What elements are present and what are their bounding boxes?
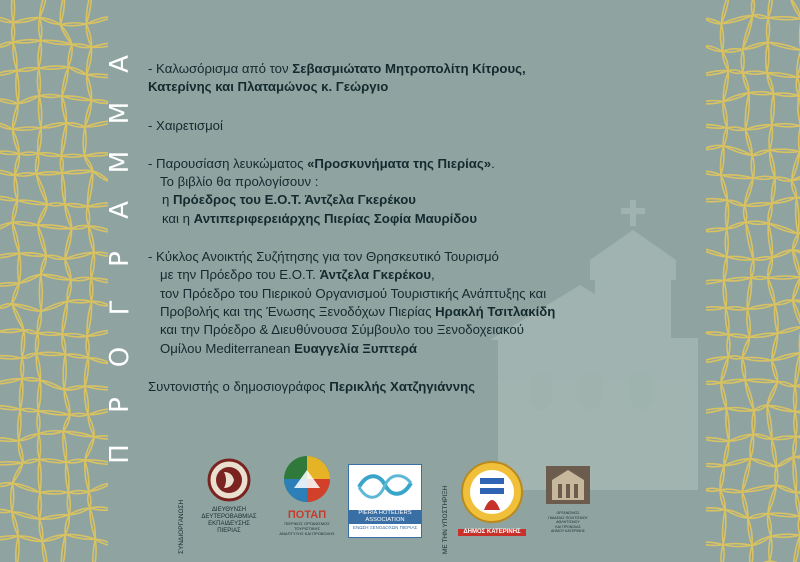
potap-logo xyxy=(274,454,340,536)
cultural-line5: ΔΗΜΟΥ ΚΑΤΕΡΙΝΗΣ xyxy=(551,529,585,533)
discussion-l5: και την Πρόεδρο & Διευθύνουσα Σύμβουλο του Ξενοδοχειακού xyxy=(160,322,524,338)
hoteliers-logo xyxy=(348,464,422,538)
album-l3-prefix: η xyxy=(162,192,173,208)
coordinator-text: Συντονιστής ο δημοσιογράφος xyxy=(148,378,330,394)
title-letter: Μ xyxy=(105,99,135,124)
album-intro-line: Το βιβλίο θα προλογίσουν : xyxy=(160,174,319,190)
municipality-name: ΔΗΜΟΣ ΚΑΤΕΡΙΝΗΣ xyxy=(458,529,526,536)
municipality-emblem-icon xyxy=(458,460,526,524)
discussion-speaker-1: Άντζελα Γκερέκου xyxy=(319,267,432,283)
program-item-discussion xyxy=(148,248,628,358)
hoteliers-line1: PIERIA HOTELIERS xyxy=(349,510,421,517)
cultural-org-emblem-icon xyxy=(544,464,592,506)
mosaic-pattern-left xyxy=(0,0,108,562)
cultural-line1: ΟΡΓΑΝΙΣΜΟΣ xyxy=(556,511,580,515)
directorate-emblem-icon xyxy=(194,458,264,502)
title-letter: Ρ xyxy=(105,395,135,414)
potap-sub2: ΑΝΑΠΤΥΞΗΣ ΚΑΙ ΠΡΟΒΟΛΗΣ xyxy=(279,531,335,536)
album-title: «Προσκυνήματα της Πιερίας» xyxy=(307,155,492,171)
program-list xyxy=(148,60,628,416)
hoteliers-line3: ΕΝΩΣΗ ΞΕΝΟΔΟΧΩΝ ΠΙΕΡΙΑΣ xyxy=(352,525,418,530)
welcome-name-cont: Κατερίνης και Πλαταμώνος κ. Γεώργιο xyxy=(148,79,389,95)
discussion-l4: Προβολής και της Ένωσης Ξενοδόχων Πιερίας xyxy=(160,303,436,319)
left-mosaic-border xyxy=(0,0,108,562)
hoteliers-emblem-icon xyxy=(349,465,421,505)
directorate-line1: ΔΙΕΥΘΥΝΣΗ xyxy=(211,507,247,513)
cultural-line2: ΠΑΙΔΕΙΑΣ ΠΟΛΙΤΙΣΜΟΥ xyxy=(548,515,588,520)
program-item-coordinator xyxy=(148,378,628,396)
cultural-org-logo xyxy=(544,464,592,534)
program-item-album xyxy=(148,155,628,228)
discussion-l2: με την Πρόεδρο του Ε.Ο.Τ. xyxy=(160,267,320,283)
discussion-speaker-2: Ηρακλή Τσιτλακίδη xyxy=(435,303,556,319)
program-item-welcome xyxy=(148,60,628,97)
discussion-speaker-3: Ευαγγελία Ξυπτερά xyxy=(294,340,418,356)
potap-sub1: ΠΙΕΡΙΚΟΣ ΟΡΓΑΝΙΣΜΟΣ ΤΟΥΡΙΣΤΙΚΗΣ xyxy=(284,521,330,531)
mosaic-pattern-right xyxy=(706,0,800,562)
discussion-l2-suffix: , xyxy=(431,267,435,283)
title-letter: Ο xyxy=(105,344,135,367)
welcome-name: Σεβασμιώτατο Μητροπολίτη Κίτρους, xyxy=(292,61,526,76)
hoteliers-line2: ASSOCIATION xyxy=(349,517,421,524)
potap-name: ΠΟΤΑΠ xyxy=(287,509,327,521)
discussion-l6: Ομίλου Mediterranean xyxy=(160,340,295,356)
sponsor-footer xyxy=(170,458,600,558)
title-letter: Α xyxy=(104,199,135,220)
album-speaker-2: Αντιπεριφερειάρχης Πιερίας Σοφία Μαυρίδου xyxy=(193,210,478,226)
title-letter: Γ xyxy=(105,298,135,315)
right-mosaic-border xyxy=(706,0,800,562)
support-label: ΜΕ ΤΗΝ ΥΠΟΣΤΗΡΙΞΗ xyxy=(442,485,449,554)
discussion-title: - Κύκλος Ανοικτής Συζήτησης για τον Θρησκευτικό Τουρισμό xyxy=(148,249,499,265)
co-organization-label: ΣΥΝΔΙΟΡΓΑΝΩΣΗ xyxy=(178,499,185,554)
greetings-text: - Χαιρετισμοί xyxy=(148,117,223,133)
directorate-line3: ΕΚΠΑΙΔΕΥΣΗΣ xyxy=(208,521,250,527)
album-l4-prefix: και η xyxy=(162,210,194,226)
cultural-line3: ΑΘΛΗΤΙΣΜΟΥ xyxy=(556,520,580,524)
program-item-greetings xyxy=(148,117,628,135)
album-text: - Παρουσίαση λευκώματος xyxy=(148,155,308,171)
cultural-line4: ΚΑΙ ΠΡΟΝΟΙΑΣ xyxy=(555,524,581,529)
title-letter: Π xyxy=(105,442,135,464)
album-speaker-1: Πρόεδρος του Ε.Ο.Τ. Άντζελα Γκερέκου xyxy=(173,192,416,208)
title-letter: Μ xyxy=(105,148,135,173)
title-letter: Ρ xyxy=(105,249,135,267)
vertical-program-title xyxy=(100,48,140,468)
discussion-l3: τον Πρόεδρο του Πιερικού Οργανισμού Τουριστικής Ανάπτυξης και xyxy=(160,285,547,301)
coordinator-name: Περικλής Χατζηγιάννης xyxy=(329,378,475,394)
municipality-logo xyxy=(458,460,526,536)
potap-emblem-icon xyxy=(274,454,340,504)
directorate-line4: ΠΙΕΡΙΑΣ xyxy=(217,528,241,534)
album-suffix: . xyxy=(491,155,495,171)
directorate-line2: ΔΕΥΤΕΡΟΒΑΘΜΙΑΣ xyxy=(201,514,257,520)
welcome-text: - Καλωσόρισμα από τον xyxy=(148,61,293,76)
directorate-logo xyxy=(194,458,264,535)
title-letter: Α xyxy=(104,53,135,73)
